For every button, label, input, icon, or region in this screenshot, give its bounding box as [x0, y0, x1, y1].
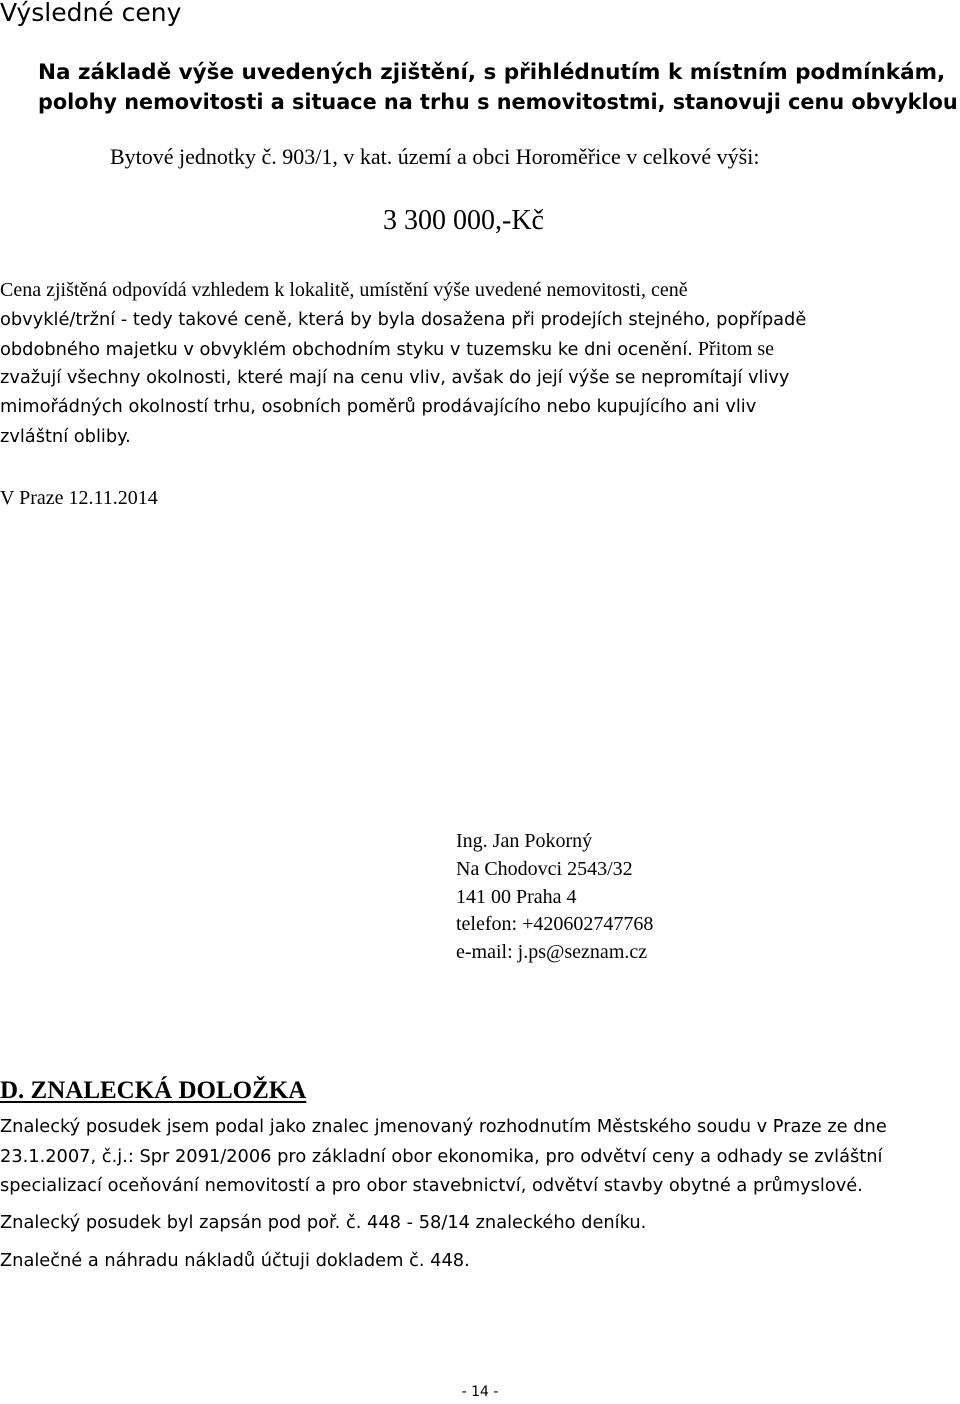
paragraph-line — [0, 338, 774, 361]
expert-clause-line: specializací oceňování nemovitostí a pro obor stavebnictví, odvětví stavby obytné a průmyslové. — [0, 1175, 863, 1196]
intro-line: Na základě výše uvedených zjištění, s přihlédnutím k místním podmínkám, — [38, 60, 946, 85]
expert-clause-line: Znalecký posudek jsem podal jako znalec jmenovaný rozhodnutím Městského soudu v Praze ze dne — [0, 1116, 887, 1137]
signature-city: 141 00 Praha 4 — [456, 886, 577, 908]
signature-name: Ing. Jan Pokorný — [456, 830, 593, 852]
paragraph-line: Cena zjištěná odpovídá vzhledem k lokalitě, umístění výše uvedené nemovitosti, ceně — [0, 279, 688, 301]
intro-line: polohy nemovitosti a situace na trhu s nemovitostmi, stanovuji cenu obvyklou — [38, 90, 958, 115]
page-number: - 14 - — [461, 1384, 499, 1400]
signature-email: e-mail: j.ps@seznam.cz — [456, 941, 648, 963]
paragraph-line: zvláštní obliby. — [0, 426, 131, 447]
signature-phone: telefon: +420602747768 — [456, 913, 654, 935]
paragraph-line-part: Přitom se — [692, 338, 775, 360]
final-price: 3 300 000,-Kč — [383, 205, 544, 236]
paragraph-line: zvažují všechny okolnosti, které mají na cenu vliv, avšak do její výše se nepromítají vlivy — [0, 367, 790, 388]
paragraph-line-part: obdobného majetku v obvyklém obchodním styku v tuzemsku ke dni ocenění. — [0, 339, 693, 360]
section-title: Výsledné ceny — [0, 0, 182, 27]
expert-clause-heading: D. ZNALECKÁ DOLOŽKA — [0, 1077, 307, 1104]
signature-street: Na Chodovci 2543/32 — [456, 858, 633, 880]
property-unit-line: Bytové jednotky č. 903/1, v kat. území a obci Horoměřice v celkové výši: — [110, 144, 760, 169]
paragraph-line: obvyklé/tržní - tedy takové ceně, která by byla dosažena při prodejích stejného, popřípadě — [0, 309, 807, 330]
expert-clause-line: Znalečné a náhradu nákladů účtuji dokladem č. 448. — [0, 1250, 470, 1271]
paragraph-line: mimořádných okolností trhu, osobních poměrů prodávajícího nebo kupujícího ani vliv — [0, 396, 757, 417]
expert-clause-line: 23.1.2007, č.j.: Spr 2091/2006 pro základní obor ekonomika, pro odvětví ceny a odhady se zvláštní — [0, 1146, 883, 1167]
place-date: V Praze 12.11.2014 — [0, 487, 158, 509]
expert-clause-line: Znalecký posudek byl zapsán pod poř. č. 448 - 58/14 znaleckého deníku. — [0, 1212, 647, 1233]
